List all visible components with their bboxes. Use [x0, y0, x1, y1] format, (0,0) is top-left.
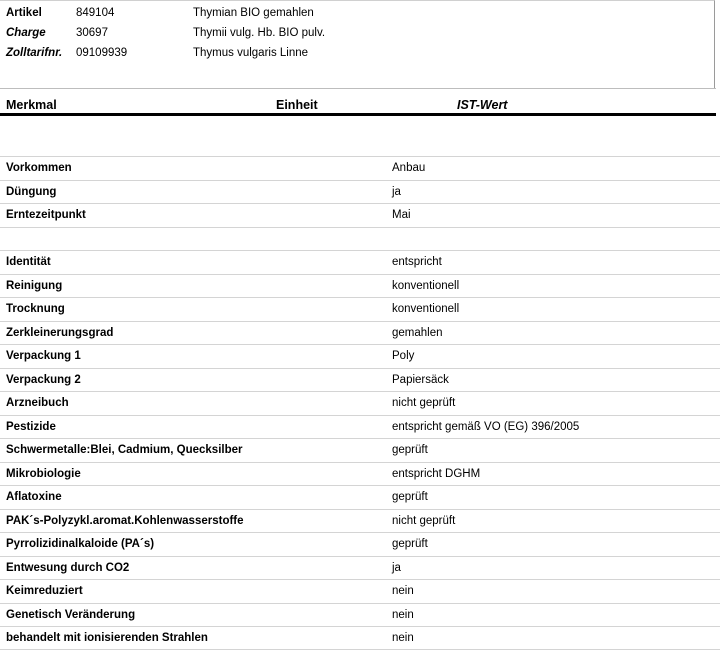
row-value: Anbau [392, 162, 426, 174]
row-value: nein [392, 608, 414, 621]
table-row [0, 462, 720, 486]
zoll-number: 09109939 [76, 47, 128, 59]
row-key: Identität [6, 256, 51, 268]
row-value: Mai [392, 209, 411, 221]
row-key: Aflatoxine [6, 491, 62, 503]
row-value: geprüft [392, 444, 428, 456]
zoll-label: Zolltarifnr. [6, 47, 63, 59]
table-row [0, 274, 720, 298]
table-row [0, 415, 720, 439]
row-value: ja [392, 185, 401, 198]
column-header [0, 88, 716, 116]
row-value: nein [392, 585, 414, 597]
row-value: konventionell [392, 303, 460, 315]
row-value: gemahlen [392, 326, 443, 339]
article-header [0, 0, 715, 88]
table-row [0, 344, 720, 368]
table-row [0, 180, 720, 204]
row-value: Poly [392, 350, 415, 362]
row-key: Arzneibuch [6, 397, 69, 409]
column-einheit: Einheit [276, 98, 318, 112]
row-value: konventionell [392, 279, 460, 292]
table-row [0, 579, 720, 603]
table-row [0, 556, 720, 580]
row-key: Verpackung 2 [6, 373, 81, 386]
charge-name: Thymii vulg. Hb. BIO pulv. [193, 27, 326, 39]
artikel-label: Artikel [6, 7, 42, 19]
row-key: Schwermetalle:Blei, Cadmium, Quecksilber [6, 444, 243, 456]
spacer-row [0, 227, 720, 251]
row-key: Zerkleinerungsgrad [6, 326, 114, 339]
table-row [0, 203, 720, 227]
row-key: Erntezeitpunkt [6, 209, 86, 221]
row-value: geprüft [392, 538, 428, 550]
table-row [0, 297, 720, 321]
row-value: ja [392, 561, 401, 574]
table-row [0, 626, 720, 650]
column-merkmal: Merkmal [6, 98, 57, 112]
row-key: behandelt mit ionisierenden Strahlen [6, 632, 208, 644]
row-value: entspricht DGHM [392, 467, 481, 480]
charge-label: Charge [6, 27, 46, 39]
row-key: Trocknung [6, 303, 65, 315]
row-value: nicht geprüft [392, 514, 456, 527]
table-row [0, 156, 720, 180]
row-value: geprüft [392, 491, 428, 503]
zoll-name: Thymus vulgaris Linne [193, 47, 309, 59]
table-row [0, 485, 720, 509]
table-row [0, 250, 720, 274]
table-row [0, 368, 720, 392]
artikel-name: Thymian BIO gemahlen [193, 7, 314, 19]
row-key: Verpackung 1 [6, 350, 81, 362]
row-key: Mikrobiologie [6, 467, 81, 480]
row-key: Genetisch Veränderung [6, 608, 136, 621]
row-key: PAK´s-Polyzykl.aromat.Kohlenwasserstoffe [6, 514, 244, 527]
row-key: Keimreduziert [6, 585, 83, 597]
row-key: Reinigung [6, 279, 63, 292]
spec-table [0, 156, 720, 650]
artikel-number: 849104 [76, 7, 115, 19]
row-value: entspricht [392, 256, 442, 268]
row-key: Vorkommen [6, 162, 72, 174]
table-row [0, 391, 720, 415]
row-key: Pestizide [6, 420, 56, 433]
charge-number: 30697 [76, 27, 108, 39]
row-value: entspricht gemäß VO (EG) 396/2005 [392, 420, 580, 433]
row-key: Düngung [6, 185, 57, 198]
table-row [0, 509, 720, 533]
table-row [0, 321, 720, 345]
table-row [0, 532, 720, 556]
row-value: nicht geprüft [392, 397, 456, 409]
table-row [0, 603, 720, 627]
row-key: Entwesung durch CO2 [6, 561, 130, 574]
column-ist-wert: IST-Wert [457, 98, 508, 112]
table-row [0, 438, 720, 462]
row-value: nein [392, 632, 414, 644]
row-key: Pyrrolizidinalkaloide (PA´s) [6, 538, 155, 550]
row-value: Papiersäck [392, 373, 449, 386]
